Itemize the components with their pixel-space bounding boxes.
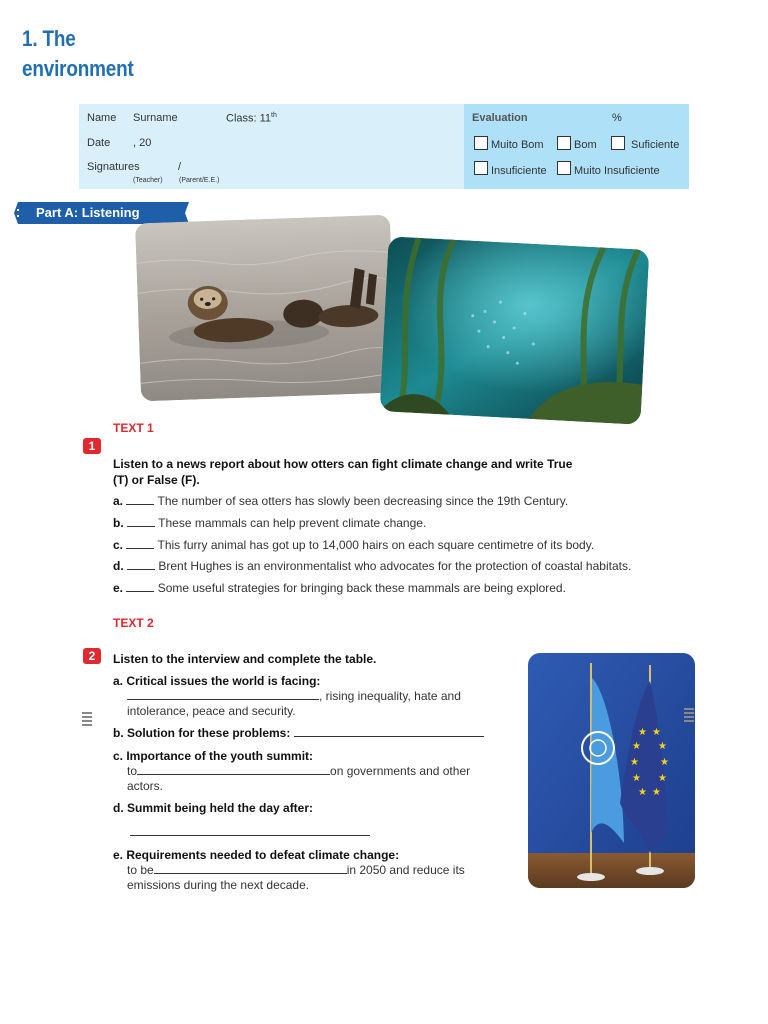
question-d-heading: d. Summit being held the day after: xyxy=(113,801,314,815)
un-eu-flags-photo xyxy=(528,653,695,888)
text2-instruction: Listen to the interview and complete the table. xyxy=(113,652,377,666)
question-a-line-2: intolerance, peace and security. xyxy=(127,704,296,718)
text1-item-e xyxy=(113,581,566,595)
date-label: Date xyxy=(87,137,111,149)
left-margin-marker xyxy=(82,710,92,728)
svg-text:★: ★ xyxy=(632,741,641,752)
svg-text:★: ★ xyxy=(632,773,641,784)
item-letter: d. xyxy=(113,559,124,573)
text1-item-d xyxy=(113,559,631,573)
un-eu-flags-image xyxy=(528,653,695,888)
sea-otters-image xyxy=(135,215,396,402)
exercise-2-number: 2 xyxy=(83,648,101,664)
question-e-line-2: emissions during the next decade. xyxy=(127,878,310,892)
muito-bom-checkbox[interactable] xyxy=(474,136,488,150)
kelp-forest-image xyxy=(380,236,650,424)
item-letter: c. xyxy=(113,538,124,552)
question-e-pre: to be xyxy=(127,863,154,877)
question-e-heading: e. Requirements needed to defeat climate change: xyxy=(113,848,400,862)
class-text: Class: 11 xyxy=(226,112,272,125)
svg-text:★: ★ xyxy=(638,727,647,738)
answer-blank-a[interactable] xyxy=(127,689,319,700)
insuficiente-checkbox[interactable] xyxy=(474,161,488,175)
item-text: This furry animal has got up to 14,000 hairs on each square centimetre of its body. xyxy=(157,538,595,552)
evaluation-title: Evaluation xyxy=(472,112,528,124)
svg-text:★: ★ xyxy=(658,741,667,752)
item-letter: b. xyxy=(113,516,124,530)
item-letter: a. xyxy=(113,494,124,508)
unit-title-line-2: environment xyxy=(22,56,134,81)
suficiente-label: Suficiente xyxy=(631,139,680,151)
question-c-line-2: actors. xyxy=(127,779,164,793)
item-text: The number of sea otters has slowly been decreasing since the 19th Century. xyxy=(157,494,569,508)
muito-insuficiente-label: Muito Insuficiente xyxy=(574,165,660,177)
text1-item-c xyxy=(113,538,594,552)
question-e-tail: in 2050 and reduce its xyxy=(346,863,465,877)
text1-instruction-line-2: (T) or False (F). xyxy=(113,473,200,487)
sea-otters-photo xyxy=(135,215,396,402)
text2-label: TEXT 2 xyxy=(113,616,154,630)
answer-blank-e[interactable] xyxy=(154,863,347,874)
text1-label: TEXT 1 xyxy=(113,421,154,435)
muito-bom-label: Muito Bom xyxy=(491,139,544,151)
question-c-pre: to xyxy=(127,764,138,778)
parent-label: (Parent/E.E.) xyxy=(179,177,220,184)
signatures-label: Signatures xyxy=(87,161,140,173)
right-margin-marker xyxy=(684,706,694,724)
item-letter: e. xyxy=(113,581,124,595)
item-text: These mammals can help prevent climate change. xyxy=(158,516,427,530)
answer-blank[interactable] xyxy=(127,516,155,527)
class-sup: th xyxy=(271,112,277,119)
question-a-heading: a. Critical issues the world is facing: xyxy=(113,674,321,688)
kelp-forest-photo xyxy=(380,236,650,424)
question-a-line-1 xyxy=(127,689,461,703)
surname-label: Surname xyxy=(133,112,178,124)
text1-instruction-line-1: Listen to a news report about how otters can fight climate change and write True xyxy=(113,457,573,471)
item-text: Some useful strategies for bringing back these mammals are being explored. xyxy=(157,581,566,595)
date-value: , 20 xyxy=(133,137,152,149)
question-b-heading: b. Solution for these problems: xyxy=(113,726,291,740)
answer-blank-c[interactable] xyxy=(137,764,330,775)
answer-blank[interactable] xyxy=(126,538,154,549)
question-c-heading: c. Importance of the youth summit: xyxy=(113,749,314,763)
muito-insuficiente-checkbox[interactable] xyxy=(557,161,571,175)
svg-text:★: ★ xyxy=(660,757,669,768)
question-c-tail: on governments and other xyxy=(330,764,471,778)
item-text: Brent Hughes is an environmentalist who advocates for the protection of coastal habitats. xyxy=(158,559,632,573)
text1-item-b xyxy=(113,516,426,530)
svg-text:★: ★ xyxy=(630,757,639,768)
answer-blank[interactable] xyxy=(127,559,155,570)
question-c-line-1 xyxy=(127,764,470,778)
svg-text:★: ★ xyxy=(652,727,661,738)
insuficiente-label: Insuficiente xyxy=(491,165,547,177)
evaluation-percent: % xyxy=(612,112,622,124)
answer-blank-b[interactable] xyxy=(294,726,484,737)
exercise-1-number: 1 xyxy=(83,438,101,454)
answer-blank[interactable] xyxy=(126,494,154,505)
svg-text:★: ★ xyxy=(658,773,667,784)
svg-text:★: ★ xyxy=(638,787,647,798)
svg-text:★: ★ xyxy=(652,787,661,798)
answer-blank[interactable] xyxy=(126,581,154,592)
unit-title-line-1: 1. The xyxy=(22,26,76,51)
name-label: Name xyxy=(87,112,117,124)
question-a-tail: , rising inequality, hate and xyxy=(319,689,461,703)
question-b xyxy=(113,726,484,740)
signature-slash: / xyxy=(178,161,182,173)
unit-title xyxy=(22,24,134,84)
bom-label: Bom xyxy=(574,139,597,151)
question-e-line-1 xyxy=(127,863,465,877)
class-label xyxy=(226,112,277,125)
text1-instruction xyxy=(113,456,572,488)
suficiente-checkbox[interactable] xyxy=(611,136,625,150)
bom-checkbox[interactable] xyxy=(557,136,571,150)
section-label: Part A: Listening xyxy=(36,205,140,220)
teacher-label: (Teacher) xyxy=(133,177,163,184)
answer-blank-d[interactable] xyxy=(130,824,370,836)
text1-item-a xyxy=(113,494,568,508)
